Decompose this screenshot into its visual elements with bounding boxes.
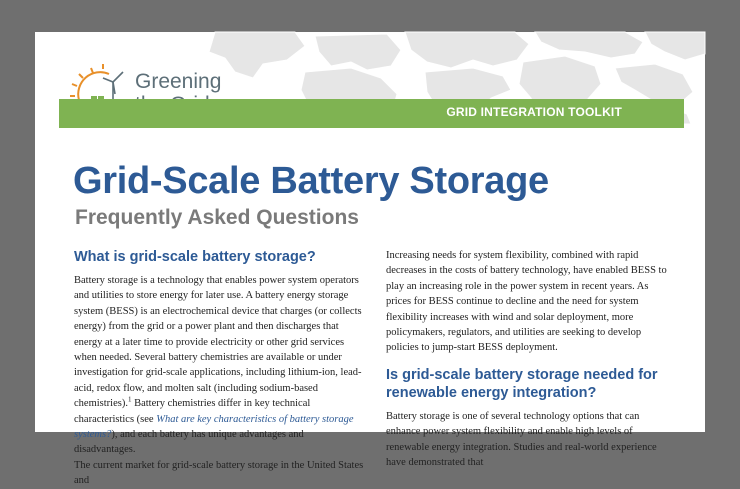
left-column — [74, 248, 364, 489]
footnote-marker: 1 — [127, 395, 132, 404]
header-divider — [59, 126, 684, 128]
paragraph-text: Battery storage is a technology that enables power system operators and utilities to store energy for later use. A battery energy storage system (BESS) is an electrochemical device that charges (or collects energy) from the grid or a power plant and then discharges that energy at a later time to provide electricity or other grid services when needed. Several battery chemistries are available or under investigation for grid-scale applications, including lithium-ion, lead-acid, redox flow, and molten salt (including sodium-based chemistries). — [74, 275, 362, 410]
toolkit-label: GRID INTEGRATION TOOLKIT — [446, 105, 622, 119]
sun-icon — [70, 64, 109, 100]
paragraph-text: Battery chemistries differ in key technical characteristics (see — [74, 398, 311, 425]
paragraph-what-is — [74, 273, 364, 458]
toolkit-banner — [59, 99, 684, 126]
paragraph-market: The current market for grid-scale battery storage in the United States and — [74, 459, 364, 487]
document-page — [35, 32, 705, 487]
section-heading-renewable: Is grid-scale battery storage needed for renewable energy integration? — [386, 366, 658, 401]
section-heading-what-is: What is grid-scale battery storage? — [74, 249, 316, 265]
document-subtitle: Frequently Asked Questions — [75, 206, 359, 229]
characteristics-link[interactable]: What are key characteristics of battery storage systems? — [74, 413, 354, 441]
logo-line-1: Greening — [135, 70, 222, 93]
paragraph-flexibility: Increasing needs for system flexibility, combined with rapid decreases in the costs of battery technology, have enabled BESS to play an increasing role in the power system in recent years. As prices for BESS continue to decline and the need for system flexibility increases with wind and solar deployment, more policymakers, regulators, and utilities are seeking to develop policies to jump-start BESS deployment. — [386, 250, 667, 354]
paragraph-text: ), and each battery has unique advantages and disadvantages. — [74, 429, 304, 456]
paragraph-renewable: Battery storage is one of several technology options that can enhance power system flexibility and enable high levels of renewable energy integration. Studies and real-world experience have demonstrated that — [386, 410, 657, 469]
right-column — [386, 248, 671, 470]
document-title: Grid-Scale Battery Storage — [73, 160, 549, 202]
